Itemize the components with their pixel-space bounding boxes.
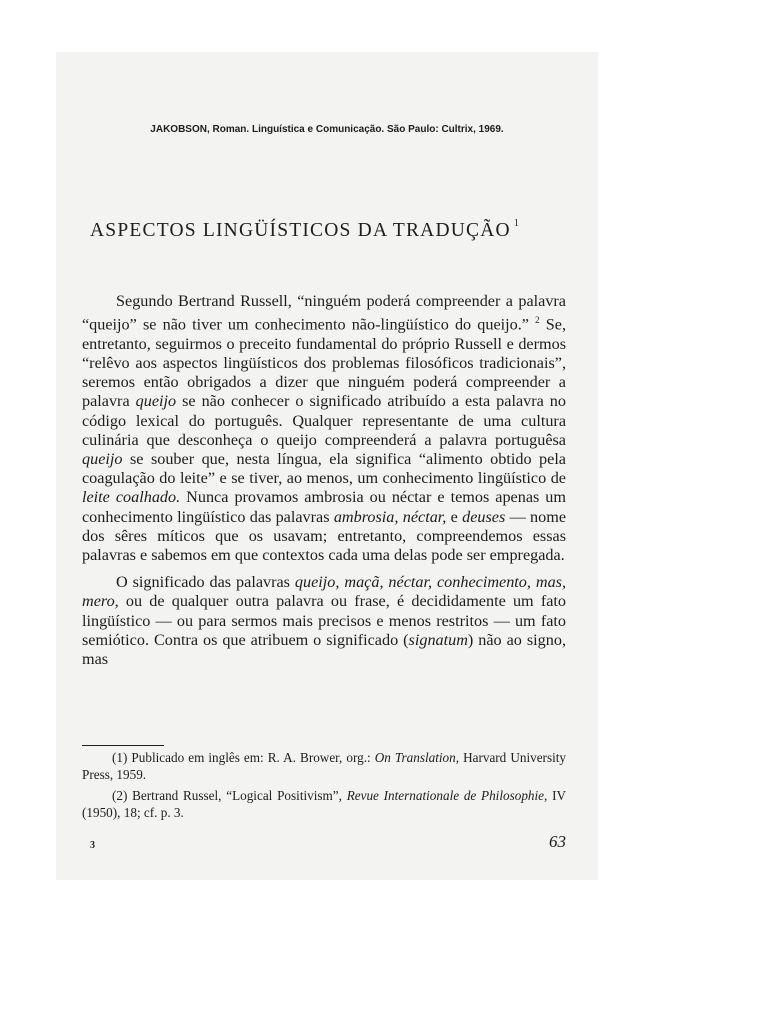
chapter-title-text: ASPECTOS LINGÜÍSTICOS DA TRADUÇÃO xyxy=(90,220,511,241)
footnote: (1) Publicado em inglês em: R. A. Brower, org.: On Translation, Harvard University Press, 1959. xyxy=(82,750,566,782)
italic-run: ambrosia, néctar, xyxy=(333,507,447,526)
book-page xyxy=(56,52,598,880)
footnote-marker: 2 xyxy=(535,315,540,326)
italic-run: leite coalhado. xyxy=(82,488,181,507)
footnote-divider xyxy=(82,745,164,746)
paragraph: O significado das palavras queijo, maçã, néctar, conhecimento, mas, mero, ou de qualquer outra palavra ou frase, é decididamente um fato lingüístico — ou para sermos mais precisos e menos restritos — um fato semiótico. Contra os que atribuem o significado (signatum) não ao signo, mas xyxy=(82,573,567,669)
footnote: (2) Bertrand Russel, “Logical Positivism”, Revue Internationale de Philosophie, IV (1950), 18; cf. p. 3. xyxy=(82,788,566,820)
body-text xyxy=(82,292,566,677)
italic-run: queijo xyxy=(135,392,177,411)
italic-run: deuses xyxy=(462,507,506,526)
title-footnote-marker: 1 xyxy=(513,218,521,229)
paragraph: Segundo Bertrand Russell, “ninguém poderá compreender a palavra “queijo” se não tiver um conhecimento não-lingüístico do queijo.” $^2$ Se, entretanto, seguirmos o preceito fundamental do próprio Russell e dermos “relêvo aos aspectos lingüísticos dos problemas filosóficos tradicionais”, seremos então obrigados a dizer que ninguém poderá compreender a palavra queijo se não conhecer o significado atribuído a esta palavra no código lexical do português. Qualquer representante de uma cultura culinária que desconheça o queijo compreenderá a palavra portuguêsa queijo se souber que, nesta língua, ela significa “alimento obtido pela coagulação do leite” e se tiver, ao menos, um conhecimento lingüístico de leite coalhado. Nunca provamos ambrosia ou néctar e temos apenas um conhecimento lingüístico das palavras ambrosia, néctar, e deuses — nome dos sêres míticos que os usavam; entretanto, compreendemos essas palavras e sabemos em que contextos cada uma delas pode ser empregada. xyxy=(82,292,567,565)
italic-run: Revue Internationale de Philosophie, xyxy=(346,788,548,803)
source-citation: JAKOBSON, Roman. Linguística e Comunicação. São Paulo: Cultrix, 1969. xyxy=(150,124,504,135)
italic-run: queijo, maçã, néctar, conhecimento, mas, mero, xyxy=(82,573,567,611)
italic-run: signatum xyxy=(408,630,468,649)
footnotes xyxy=(82,750,566,826)
italic-run: On Translation, xyxy=(374,750,460,765)
italic-run: queijo xyxy=(82,450,123,469)
chapter-title xyxy=(90,220,520,242)
page-number: 63 xyxy=(549,832,566,851)
signature-mark: 3 xyxy=(90,840,95,851)
